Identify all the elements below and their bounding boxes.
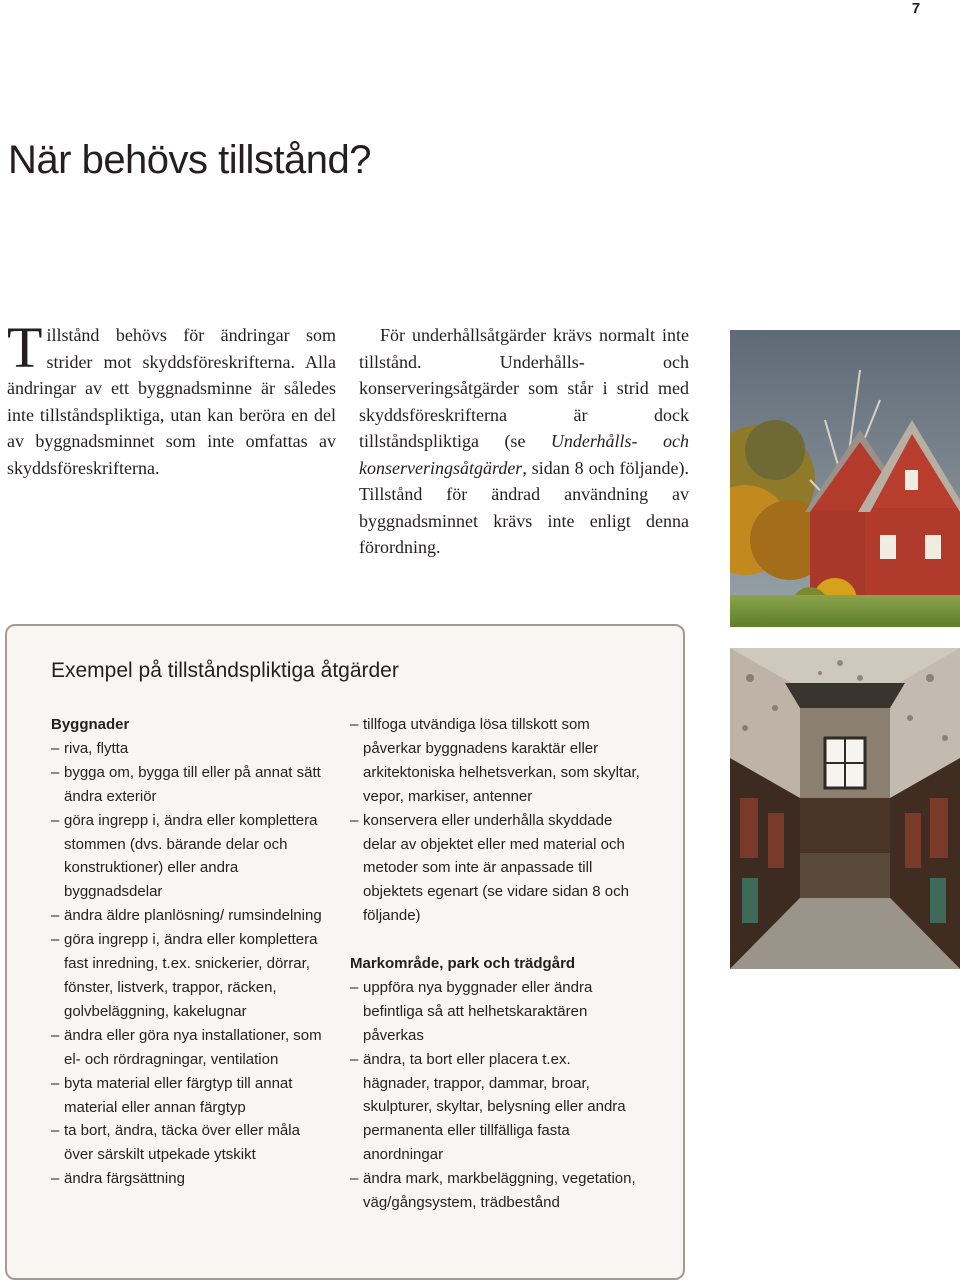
list-item: – ändra eller göra nya installationer, som el- och rördragningar, ventilation: [51, 1024, 323, 1072]
list-item: – riva, flytta: [51, 737, 323, 761]
intro-paragraph: [7, 315, 336, 481]
body-text-reference: Underhålls- och konserveringsåtgärder: [359, 431, 689, 478]
list-item: – ändra färgsättning: [51, 1167, 323, 1191]
list-item: – konservera eller underhålla skyddade delar av objektet eller med material och metoder som inte är anpassade till objektets egenart (se vidare sidan 8 och följande): [350, 809, 640, 929]
examples-box: [5, 624, 685, 1280]
painted-interior-photo: [730, 648, 960, 969]
grounds-column: [350, 713, 640, 1215]
page-title: När behövs tillstånd?: [8, 138, 372, 182]
intro-text: illstånd behövs för ändringar som strider mot skyddsföreskrifterna. Alla ändringar av ett byggnadsminne är således inte tillståndspliktiga, utan kan beröra en del av byggnadsminnet som inte omfattas av skyddsföreskrifterna.: [7, 325, 336, 478]
buildings-column: [51, 713, 323, 1191]
list-item: – ta bort, ändra, täcka över eller måla över särskilt utpekade ytskikt: [51, 1119, 323, 1167]
list-item: – tillfoga utvändiga lösa tillskott som påverkar byggnadens karaktär eller arkitektoniska helhetsverkan, som skyltar, vepor, markiser, antenner: [350, 713, 640, 809]
examples-title: Exempel på tillståndspliktiga åtgärder: [51, 659, 399, 682]
red-farmhouse-photo: [730, 330, 960, 627]
list-item: – bygga om, bygga till eller på annat sätt ändra exteriör: [51, 761, 323, 809]
drop-cap: T: [7, 315, 43, 380]
body-paragraph: [359, 322, 689, 561]
buildings-list-continued: [350, 713, 640, 928]
list-item: – ändra mark, markbeläggning, vegetation, väg/gångsystem, trädbestånd: [350, 1167, 640, 1215]
group-spacer: [350, 928, 640, 952]
buildings-list: [51, 737, 323, 1191]
grounds-heading: Markområde, park och trädgård: [350, 955, 576, 973]
list-item: – ändra, ta bort eller placera t.ex. hägnader, trappor, dammar, broar, skulpturer, skyltar, belysning eller andra permanenta eller tillfälliga fasta anordningar: [350, 1048, 640, 1168]
buildings-heading: Byggnader: [51, 716, 130, 733]
page-number: 7: [911, 0, 921, 17]
body-text-part2: , sidan 8 och följande). Tillstånd för ändrad användning av byggnadsminnet krävs inte enligt denna förordning.: [359, 457, 689, 557]
body-text-part1: För underhållsåtgärder krävs normalt inte tillstånd. Underhålls- och konserveringsåtgärder som står i strid med skyddsföreskrifterna är dock tillståndspliktiga (se: [359, 325, 689, 451]
list-item: – göra ingrepp i, ändra eller komplettera stommen (dvs. bärande delar och konstruktioner) eller andra byggnadsdelar: [51, 809, 323, 905]
grounds-list: [350, 976, 640, 1215]
list-item: – byta material eller färgtyp till annat material eller annan färgtyp: [51, 1072, 323, 1120]
list-item: – göra ingrepp i, ändra eller komplettera fast inredning, t.ex. snickerier, dörrar, fönster, listverk, trappor, räcken, golvbeläggning, kakelugnar: [51, 928, 323, 1024]
list-item: – ändra äldre planlösning/ rumsindelning: [51, 904, 323, 928]
list-item: – uppföra nya byggnader eller ändra befintliga så att helhetskaraktären påverkas: [350, 976, 640, 1048]
